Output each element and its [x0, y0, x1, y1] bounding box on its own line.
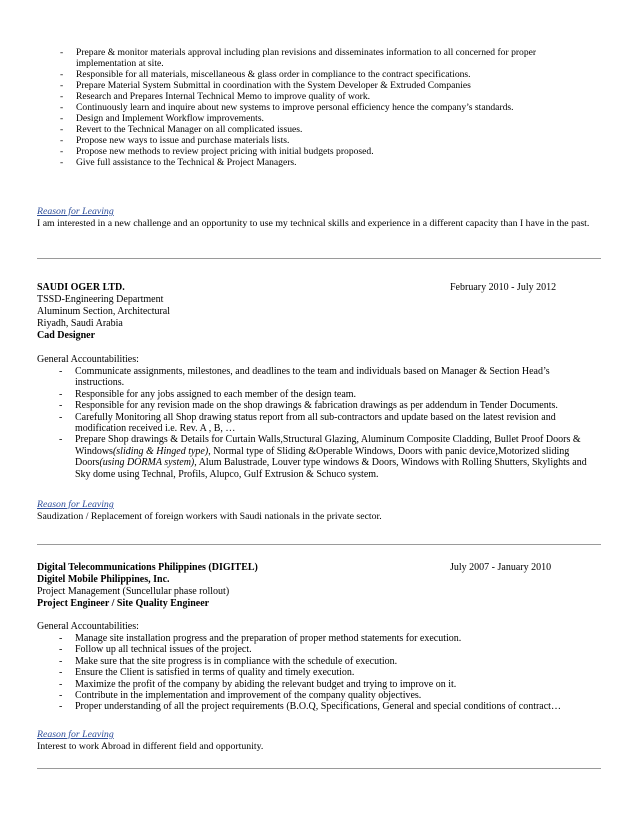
list-item: - Give full assistance to the Technical & Project Managers.: [60, 157, 297, 168]
list-item: - Prepare & monitor materials approval including plan revisions and disseminates information to all concerned for proper implementation at site.: [60, 47, 537, 69]
list-item: - Carefully Monitoring all Shop drawing status report from all sub-contractors and update based on the latest revision and modification received i.e. Rev. A , B, …: [59, 411, 556, 435]
section-name: Aluminum Section, Architectural: [37, 306, 171, 317]
reason-for-leaving-label: Reason for Leaving: [37, 729, 114, 740]
section-divider: [37, 768, 601, 769]
list-item: - Communicate assignments, milestones, and deadlines to the team and individuals based on Manager & Section Head’s instructions.: [59, 366, 550, 389]
reason-for-leaving-text: Interest to work Abroad in different field and opportunity.: [37, 741, 264, 752]
employment-dates: July 2007 - January 2010: [450, 562, 552, 573]
section-divider: [37, 544, 601, 545]
accountabilities-list: [0, 633, 638, 713]
employment-dates: February 2010 - July 2012: [450, 282, 557, 293]
position-title: Cad Designer: [37, 330, 96, 341]
list-item: - Design and Implement Workflow improvements.: [60, 113, 264, 124]
position-title: Project Engineer / Site Quality Engineer: [37, 598, 210, 609]
section-divider: [37, 258, 601, 259]
accountabilities-label: General Accountabilities:: [37, 354, 139, 365]
list-item: - Proper understanding of all the project requirements (B.O.Q, Specifications, General and special conditions of contract…: [59, 701, 561, 713]
company-name: Digital Telecommunications Philippines (DIGITEL): [37, 562, 258, 573]
list-item: - Contribute in the implementation and improvement of the company quality objectives.: [59, 690, 422, 702]
location: Riyadh, Saudi Arabia: [37, 318, 123, 329]
list-item: - Follow up all technical issues of the project.: [59, 644, 252, 656]
list-item: - Prepare Material System Submittal in coordination with the System Developer & Extruded Companies: [60, 80, 471, 91]
department: TSSD-Engineering Department: [37, 294, 164, 305]
digitel-accountabilities: [0, 633, 638, 713]
list-item: - Responsible for any jobs assigned to each member of the design team.: [59, 388, 357, 400]
accountabilities-list: [0, 366, 638, 480]
list-item: - Propose new methods to review project pricing with initial budgets proposed.: [60, 146, 374, 157]
department: Project Management (Suncellular phase rollout): [37, 586, 230, 597]
company-name: SAUDI OGER LTD.: [37, 282, 125, 293]
list-item: - Research and Prepares Internal Technical Memo to improve quality of work.: [60, 91, 371, 102]
list-item: - Manage site installation progress and the preparation of proper method statements for execution.: [59, 633, 462, 644]
reason-for-leaving-text: I am interested in a new challenge and an opportunity to use my technical skills and experience in a different capacity than I have in the past.: [37, 218, 590, 229]
saudi-oger-accountabilities: [0, 366, 638, 480]
list-item: - Responsible for all materials, miscellaneous & glass order in compliance to the contract specifications.: [60, 69, 471, 80]
list-item: - Continuously learn and inquire about new systems to improve personal efficiency hence the company’s standards.: [60, 102, 514, 113]
company-subsidiary: Digitel Mobile Philippines, Inc.: [37, 574, 170, 585]
list-item: - Prepare Shop drawings & Details for Curtain Walls,Structural Glazing, Aluminum Composite Cladding, Bullet Proof Doors & Windows(sliding & Hinged type), Normal type of Sliding &Operable Windows, Doors with panic device,Motorized sliding Doors(using DORMA system), Alum Balustrade, Louver type windows & Doors, Windows with Rolling Shutters, Skylights and Sky dome using Technal, Profils, Alupco, Gulf Extrusion & Schuco system.: [59, 434, 587, 480]
list-item: - Propose new ways to issue and purchase materials lists.: [60, 135, 290, 146]
reason-for-leaving-text: Saudization / Replacement of foreign workers with Saudi nationals in the private sector.: [37, 511, 382, 522]
list-item: - Revert to the Technical Manager on all complicated issues.: [60, 124, 303, 135]
list-item: - Responsible for any revision made on the shop drawings & fabrication drawings as per addendum in Tender Documents.: [59, 400, 558, 412]
list-item: - Ensure the Client is satisfied in terms of quality and timely execution.: [59, 667, 355, 679]
top-responsibilities-list: [0, 47, 638, 168]
list-item: - Maximize the profit of the company by abiding the relevant budget and trying to improve on it.: [59, 678, 457, 690]
reason-for-leaving-label: Reason for Leaving: [37, 206, 114, 217]
reason-for-leaving-label: Reason for Leaving: [37, 499, 114, 510]
list-item: - Make sure that the site progress is in compliance with the schedule of execution.: [59, 655, 398, 667]
accountabilities-label: General Accountabilities:: [37, 621, 139, 632]
